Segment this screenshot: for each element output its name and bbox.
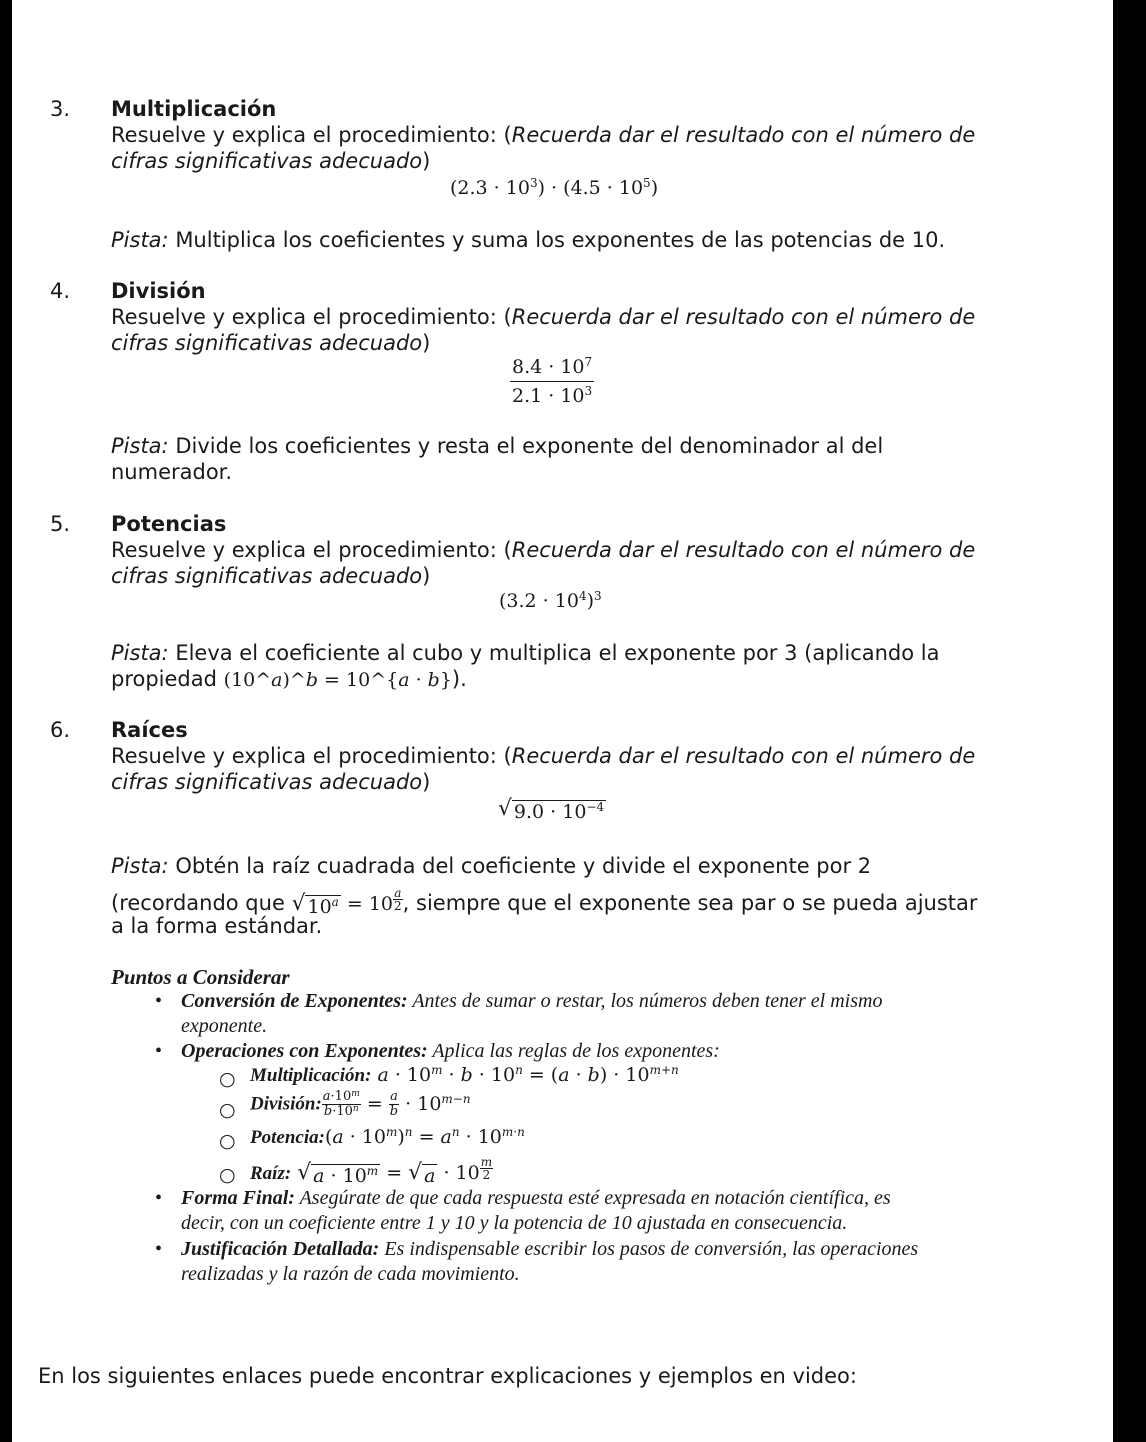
item-number: 3. xyxy=(50,97,71,121)
hint-line: a la forma estándar. xyxy=(111,914,323,938)
hint-line: numerador. xyxy=(111,460,233,484)
bullet-text: Conversión de Exponentes: Antes de sumar o restar, los números deben tener el mismo xyxy=(181,990,883,1012)
hint-line: propiedad (10^a)^b = 10^{a · b}). xyxy=(111,667,467,691)
hint-line: (recordando que √ 10$^a$ = 10 $^{\frac{a}{2}}$ , siempre que el exponente sea par o se pueda ajustar xyxy=(111,886,978,918)
bullet-text: exponente. xyxy=(181,1015,268,1037)
bullet-text: Justificación Detallada: Es indispensable escribir los pasos de conversión, las operaciones xyxy=(181,1238,919,1260)
hint: Pista: Multiplica los coeficientes y suma los exponentes de las potencias de 10. xyxy=(111,228,946,252)
bullet-text: realizadas y la razón de cada movimiento. xyxy=(181,1263,520,1285)
hint: Pista: Obtén la raíz cuadrada del coeficiente y divide el exponente por 2 xyxy=(111,854,872,878)
sub-bullet: ○ xyxy=(219,1099,236,1121)
item-title: Multiplicación xyxy=(111,97,277,121)
bullet: • xyxy=(155,1238,163,1260)
math-radical: √ $9.0 \cdot 10^{-4}$ xyxy=(498,796,605,823)
instruction-line: Resuelve y explica el procedimiento: (Recuerda dar el resultado con el número de xyxy=(111,305,976,329)
instruction-line: cifras significativas adecuado) xyxy=(111,770,431,794)
bullet-text: Operaciones con Exponentes: Aplica las reglas de los exponentes: xyxy=(181,1040,720,1062)
item-number: 5. xyxy=(50,512,71,536)
sub-bullet: ○ xyxy=(219,1068,236,1090)
rule-multiplication: Multiplicación: $a \cdot 10^m \cdot b \cdot 10^n = (a \cdot b) \cdot 10^{m+n}$ xyxy=(250,1063,679,1086)
item-title: Potencias xyxy=(111,512,227,536)
bullet: • xyxy=(155,990,163,1012)
sub-bullet: ○ xyxy=(219,1130,236,1152)
item-title: División xyxy=(111,279,206,303)
considerations-title: Puntos a Considerar xyxy=(111,965,290,989)
item-number: 4. xyxy=(50,279,71,303)
instruction-line: cifras significativas adecuado) xyxy=(111,331,431,355)
hint: Pista: Divide los coeficientes y resta el exponente del denominador al del xyxy=(111,434,884,458)
math-expression: $(2.3 \cdot 10^3) \cdot (4.5 \cdot 10^5)$ xyxy=(450,176,659,199)
instruction-line: cifras significativas adecuado) xyxy=(111,564,431,588)
instruction-line: Resuelve y explica el procedimiento: (Recuerda dar el resultado con el número de xyxy=(111,744,976,768)
bullet: • xyxy=(155,1187,163,1209)
instruction-line: Resuelve y explica el procedimiento: (Recuerda dar el resultado con el número de xyxy=(111,538,976,562)
rule-division: División: $\frac{a\cdot 10^m}{b\cdot 10^n}$ = $\frac{a}{b}$ · $10^{m-n}$ xyxy=(250,1089,471,1119)
instruction-line: Resuelve y explica el procedimiento: (Recuerda dar el resultado con el número de xyxy=(111,123,976,147)
document-page xyxy=(12,0,1113,1442)
instruction-line: cifras significativas adecuado) xyxy=(111,149,431,173)
rule-root: Raíz: √ $a \cdot 10^m$ = √ a · 10 $^{\frac{m}{2}}$ xyxy=(250,1155,493,1187)
bullet-text: Forma Final: Asegúrate de que cada respuesta esté expresada en notación científica, es xyxy=(181,1187,891,1209)
item-number: 6. xyxy=(50,718,71,742)
rule-power: Potencia:(a · $10^m)^n = a^n \cdot 10^{m\cdot n}$ xyxy=(250,1125,525,1148)
item-title: Raíces xyxy=(111,718,188,742)
footer-text: En los siguientes enlaces puede encontrar explicaciones y ejemplos en video: xyxy=(38,1364,857,1388)
bullet-text: decir, con un coeficiente entre 1 y 10 y la potencia de 10 ajustada en consecuencia. xyxy=(181,1212,848,1234)
hint: Pista: Eleva el coeficiente al cubo y multiplica el exponente por 3 (aplicando la xyxy=(111,641,940,665)
math-expression: $(3.2 \cdot 10^4)^3$ xyxy=(499,589,602,612)
math-fraction: $\frac{8.4 \cdot 10^7}{2.1 \cdot 10^3}$ xyxy=(512,355,593,407)
bullet: • xyxy=(155,1040,163,1062)
sub-bullet: ○ xyxy=(219,1164,236,1186)
